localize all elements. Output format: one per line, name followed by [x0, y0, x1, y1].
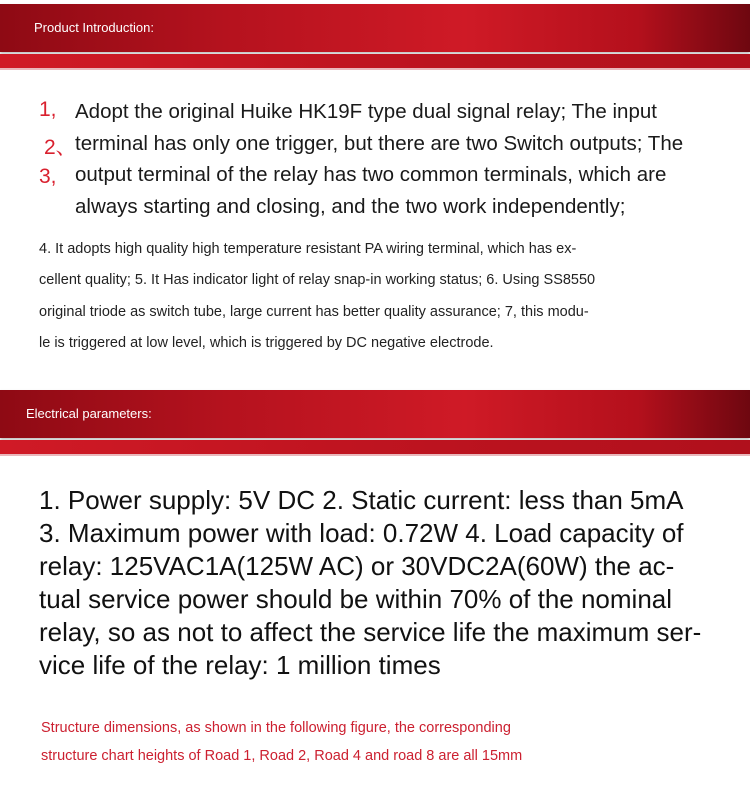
intro-line-2: terminal has only one trigger, but there are two Switch outputs; The	[75, 132, 684, 155]
electrical-line-3: relay: 125VAC1A(125W AC) or 30VDC2A(60W) the ac-	[39, 551, 675, 581]
electrical-line-2: 3. Maximum power with load: 0.72W 4. Load capacity of	[39, 518, 684, 548]
intro-line-1: Adopt the original Huike HK19F type dual signal relay; The input	[75, 100, 657, 123]
intro-detail-line-3: original triode as switch tube, large current has better quality assurance; 7, this modu-	[39, 304, 589, 320]
product-introduction-divider	[0, 68, 750, 70]
electrical-line-1: 1. Power supply: 5V DC 2. Static current: less than 5mA	[39, 485, 684, 515]
electrical-line-6: vice life of the relay: 1 million times	[39, 650, 441, 680]
intro-detail-line-1: 4. It adopts high quality high temperature resistant PA wiring terminal, which has ex-	[39, 241, 577, 257]
intro-detail-line-4: le is triggered at low level, which is triggered by DC negative electrode.	[39, 335, 494, 351]
electrical-line-5: relay, so as not to affect the service life the maximum ser-	[39, 617, 702, 647]
structure-note-line-1: Structure dimensions, as shown in the following figure, the corresponding	[41, 720, 511, 736]
intro-number-2: 2、	[44, 136, 77, 159]
electrical-parameters-stripe	[0, 440, 750, 454]
electrical-parameters-divider	[0, 454, 750, 456]
intro-number-1: 1,	[39, 98, 57, 121]
product-introduction-stripe	[0, 54, 750, 68]
intro-line-4: always starting and closing, and the two work independently;	[75, 195, 626, 218]
intro-line-3: output terminal of the relay has two common terminals, which are	[75, 163, 667, 186]
product-introduction-banner	[0, 4, 750, 52]
intro-number-3: 3,	[39, 165, 57, 188]
intro-detail-line-2: cellent quality; 5. It Has indicator light of relay snap-in working status; 6. Using SS8550	[39, 272, 596, 288]
electrical-line-4: tual service power should be within 70% of the nominal	[39, 584, 673, 614]
structure-note-line-2: structure chart heights of Road 1, Road 2, Road 4 and road 8 are all 15mm	[41, 748, 523, 764]
electrical-parameters-banner	[0, 390, 750, 438]
product-introduction-label: Product Introduction:	[34, 20, 154, 35]
electrical-parameters-label: Electrical parameters:	[26, 406, 152, 421]
